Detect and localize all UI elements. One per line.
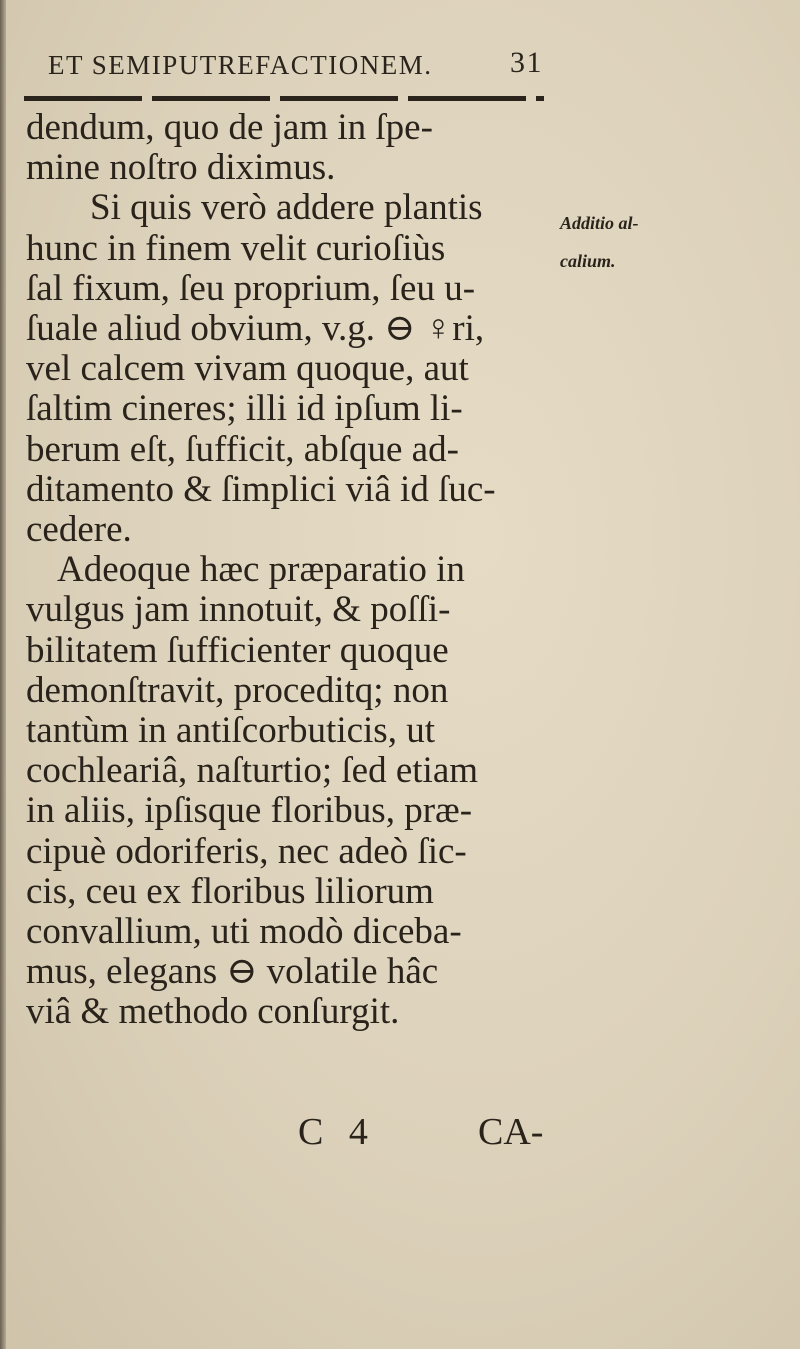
margin-note-line: calium. [560,251,616,271]
text-line: mus, elegans ⊖ volatile hâc [26,951,439,993]
text-line: ditamento & ſimplici viâ id ſuc- [26,468,496,510]
page-number: 31 [510,46,543,79]
text-line: Si quis verò addere plantis [90,187,483,229]
body-text [26,108,571,1033]
text-line: mine noſtro diximus. [26,147,336,189]
catchword: CA- [478,1111,544,1153]
text-line: in aliis, ipſisque floribus, præ- [26,790,473,832]
text-line: cochleariâ, naſturtio; ſed etiam [26,750,479,792]
text-line: vel calcem vivam quoque, aut [26,348,469,390]
text-line: cipuè odoriferis, nec adeò ſic- [26,830,467,872]
margin-note-line: Additio al- [560,213,639,233]
text-line: hunc in finem velit curioſiùs [26,227,446,269]
text-line: ſaltim cineres; illi id ipſum li- [26,388,463,430]
text-line: viâ & methodo conſurgit. [26,991,400,1033]
text-line: tantùm in antiſcorbuticis, ut [26,710,435,752]
text-line: ſuale aliud obvium, v.g. ⊖ ♀ri, [26,308,485,350]
text-line: convallium, uti modò diceba- [26,911,462,953]
text-line: bilitatem ſufficienter quoque [26,629,449,671]
page-edge [0,0,6,1349]
text-line: cis, ceu ex floribus liliorum [26,870,434,912]
text-line: ſal fixum, ſeu proprium, ſeu u- [26,267,476,309]
page-footer [298,1110,578,1160]
text-line: vulgus jam innotuit, & poſſi- [26,589,451,631]
running-title: ET SEMIPUTREFACTIONEM. [48,50,433,80]
text-line: berum eſt, ſufficit, abſque ad- [26,428,459,470]
running-header [30,42,550,82]
text-line: cedere. [26,509,132,551]
text-line: dendum, quo de jam in ſpe- [26,107,433,148]
text-line: Adeoque hæc præparatio in [57,549,465,591]
margin-note [560,204,670,280]
text-line: demonſtravit, proceditq; non [26,669,449,711]
signature-mark: C 4 [298,1111,376,1153]
header-rule [24,96,544,101]
